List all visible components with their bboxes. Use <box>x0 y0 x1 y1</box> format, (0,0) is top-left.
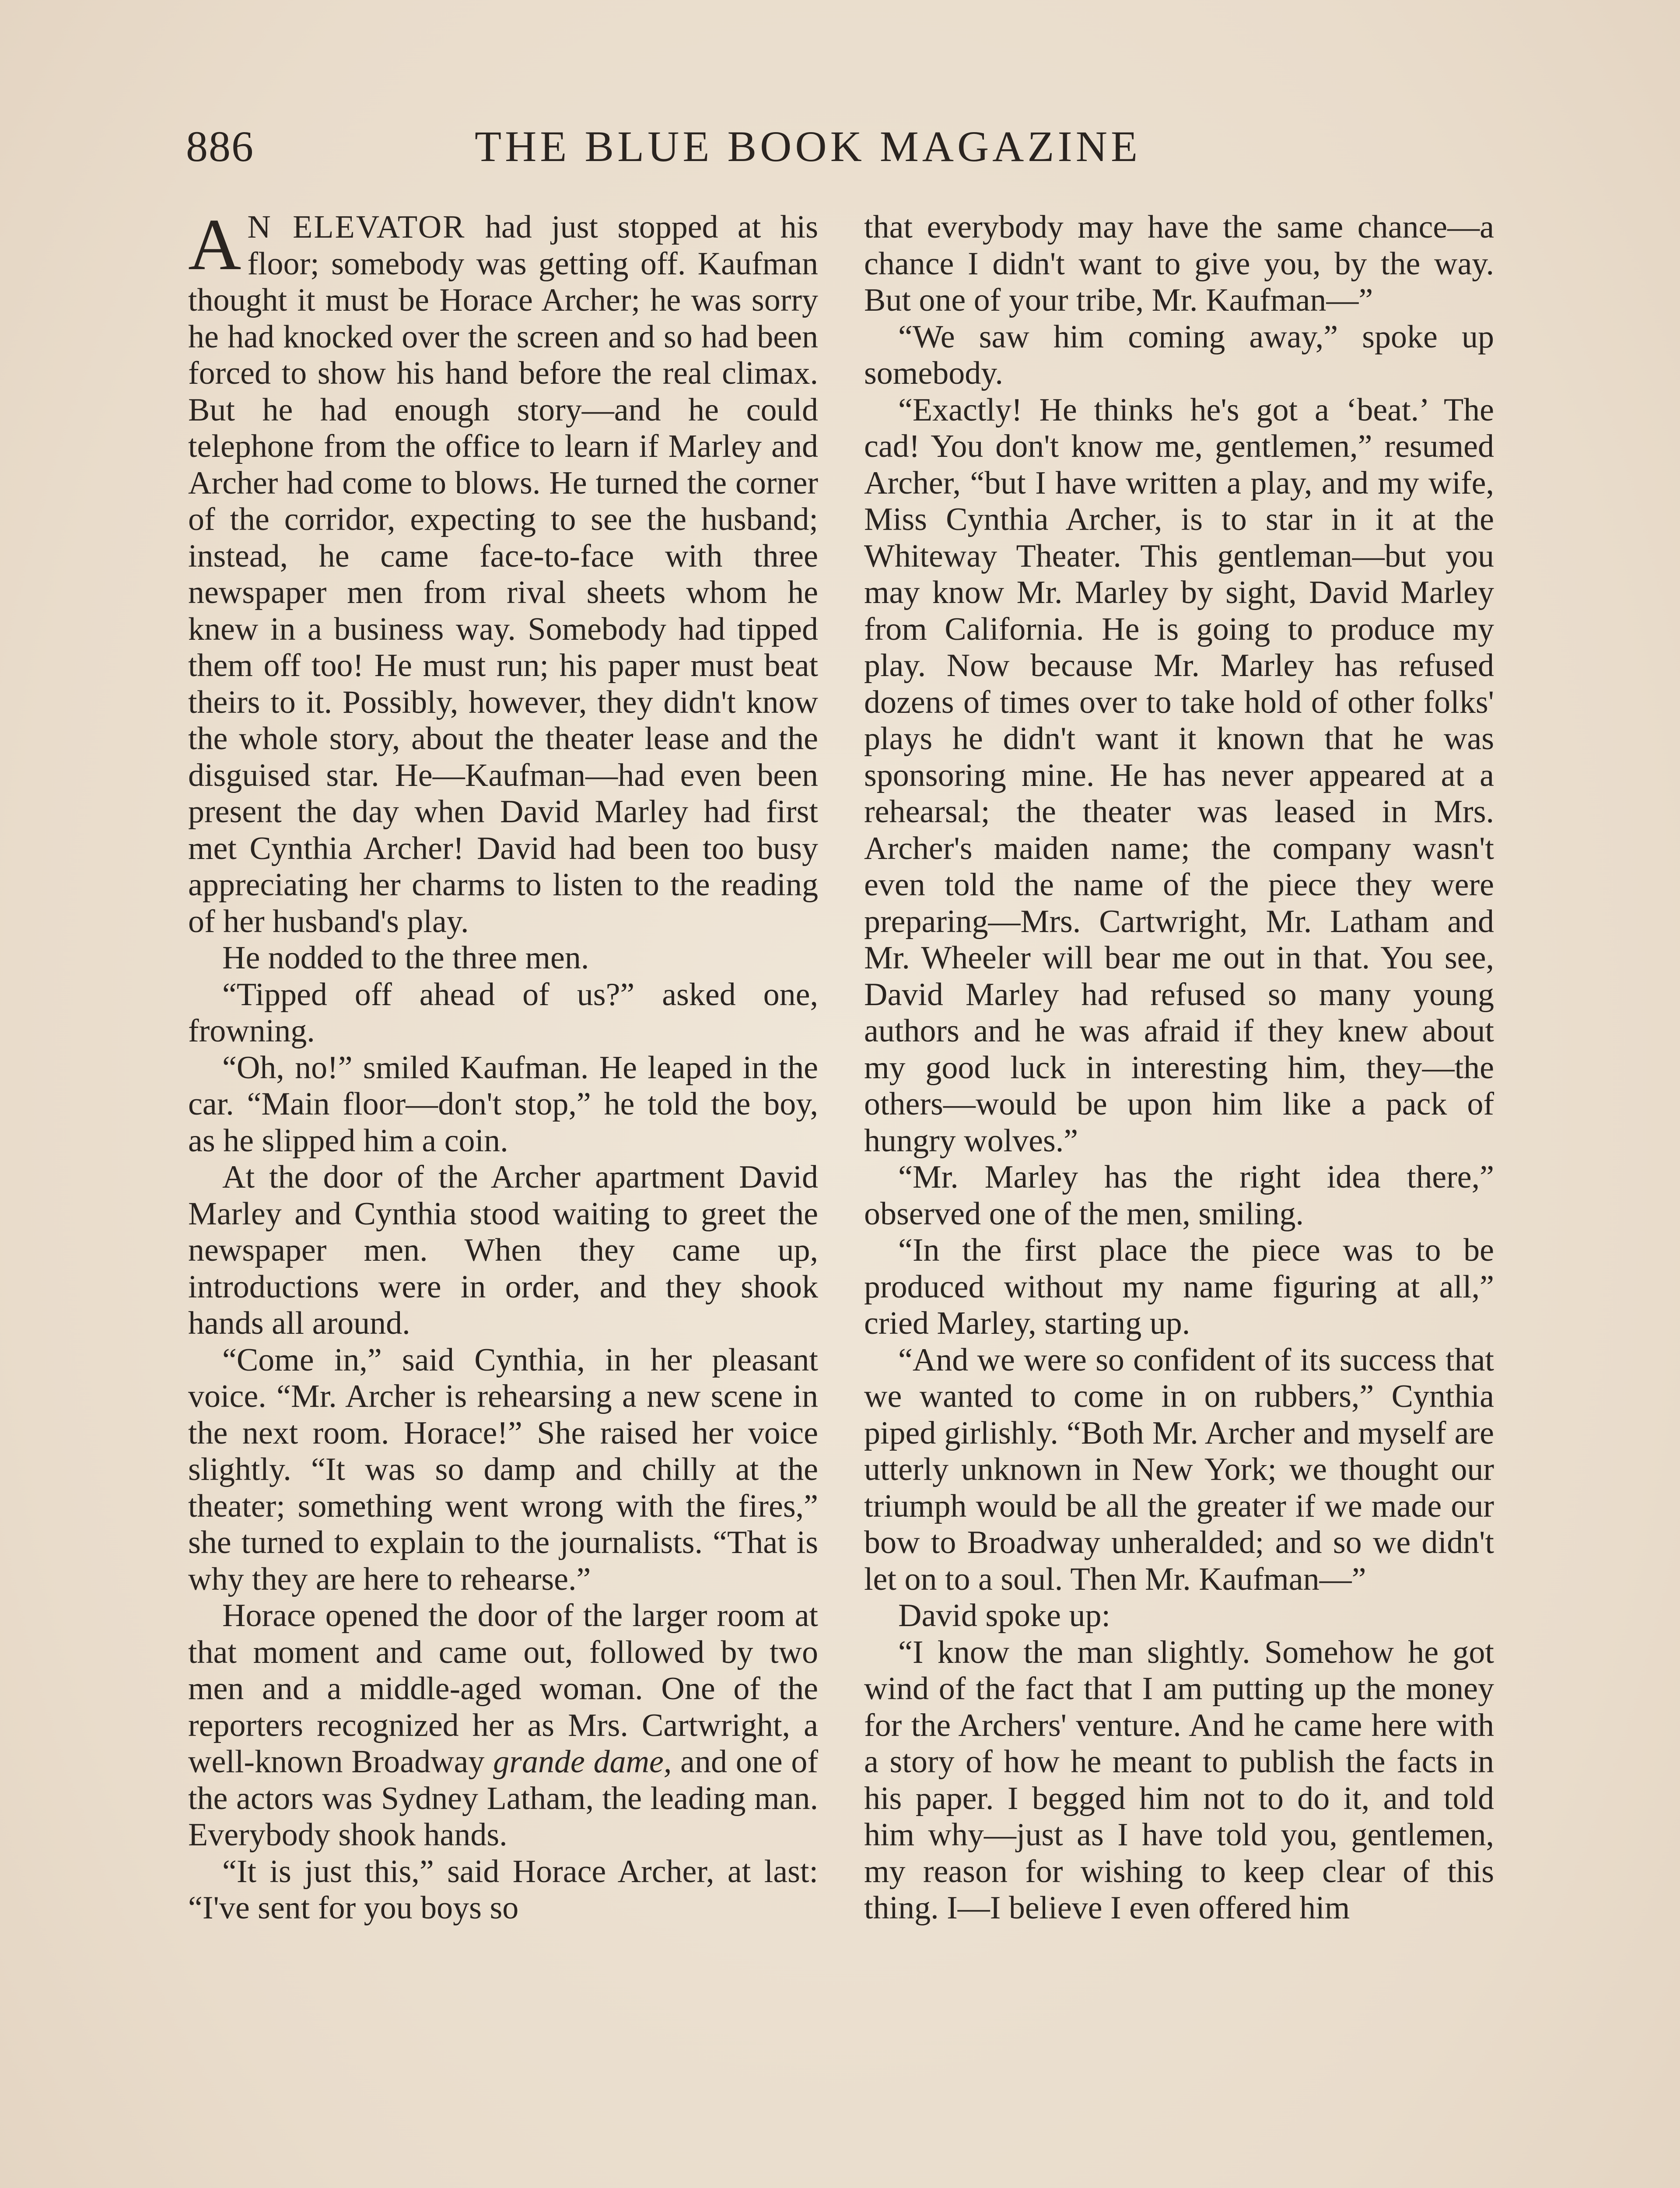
paragraph: “Tipped off ahead of us?” asked one, frowning. <box>188 976 818 1049</box>
opening-lead: N ELEVATOR <box>247 209 466 245</box>
paragraph: “Mr. Marley has the right idea there,” observed one of the men, smiling. <box>864 1159 1494 1232</box>
paragraph: “And we were so confident of its success that we wanted to come in on rubbers,” Cynthia piped girlishly. “Both Mr. Archer and myself are utterly unknown in New York; we thought our triumph would be all the greater if we made our bow to Broadway unheralded; and so we didn't let on to a soul. Then Mr. Kaufman—” <box>864 1342 1494 1597</box>
paragraph: “It is just this,” said Horace Archer, at last: “I've sent for you boys so <box>188 1853 818 1926</box>
paragraph: He nodded to the three men. <box>222 940 589 976</box>
paragraph-text: Horace opened the door of the larger room at that moment and came out, followed by two men and a middle-aged woman. One of the reporters recognized her as Mrs. Cartwright, a well-known Broadway <box>188 1598 818 1780</box>
drop-cap: A <box>188 204 242 285</box>
paragraph: “Exactly! He thinks he's got a ‘beat.’ The cad! You don't know me, gentlemen,” resumed Archer, “but I have written a play, and my wife, Miss Cynthia Archer, is to star in it at the Whiteway Theater. This gentleman—but you may know Mr. Marley by sight, David Marley from California. He is going to produce my play. Now because Mr. Marley has refused dozens of times over to take hold of other folks' plays he didn't want it known that he was sponsoring mine. He has never appeared at a rehearsal; the theater was leased in Mrs. Archer's maiden name; the company wasn't even told the name of the piece they were preparing—Mrs. Cartwright, Mr. Latham and Mr. Wheeler will bear me out in that. You see, David Marley had refused so many young authors and he was afraid if they knew about my good luck in interesting him, they—the others—would be upon him like a pack of hungry wolves.” <box>864 392 1494 1159</box>
page-header <box>186 118 1498 175</box>
page-number: 886 <box>186 122 254 171</box>
paragraph: “Oh, no!” smiled Kaufman. He leaped in the car. “Main floor—don't stop,” he told the boy, as he slipped him a coin. <box>188 1049 818 1159</box>
italic-phrase: grande dame, <box>493 1744 672 1780</box>
opening-paragraph <box>188 204 818 940</box>
paragraph: “In the first place the piece was to be produced without my name figuring at all,” cried Marley, starting up. <box>864 1232 1494 1341</box>
left-column <box>188 204 818 1927</box>
paragraph: “I know the man slightly. Somehow he got wind of the fact that I am putting up the money for the Archers' venture. And he came here with a story of how he meant to publish the facts in his paper. I begged him not to do it, and told him why—just as I have told you, gentlemen, my reason for wishing to keep clear of this thing. I—I believe I even offered him <box>864 1634 1494 1926</box>
paragraph-text: and one of the actors was Sydney Latham, the leading man. Everybody shook hands. <box>188 1744 818 1853</box>
paragraph: “Come in,” said Cynthia, in her pleasant voice. “Mr. Archer is rehearsing a new scene in the next room. Horace!” She raised her voice slightly. “It was so damp and chilly at the theater; something went wrong with the fires,” she turned to explain to the journalists. “That is why they are here to rehearse.” <box>188 1342 818 1597</box>
running-title: THE BLUE BOOK MAGAZINE <box>475 122 1141 171</box>
paragraph-text: had just stopped at his floor; somebody was getting off. Kaufman thought it must be Horace Archer; he was sorry he had knocked over the screen and so had been forced to show his hand before the real climax. But he had enough story—and he could telephone from the office to learn if Marley and Archer had come to blows. He turned the corner of the corridor, expecting to see the husband; instead, he came face-to-face with three newspaper men from rival sheets whom he knew in a business way. Somebody had tipped them off too! He must run; his paper must beat theirs to it. Possibly, however, they didn't know the whole story, about the theater lease and the disguised star. He—Kaufman—had even been present the day when David Marley had first met Cynthia Archer! David had been too busy appreciating her charms to listen to the reading of her husband's play. <box>188 209 818 940</box>
paragraph: “We saw him coming away,” spoke up somebody. <box>864 319 1494 391</box>
paragraph: David spoke up: <box>898 1598 1111 1634</box>
right-column <box>864 209 1494 1927</box>
continued-paragraph: that everybody may have the same chance—a chance I didn't want to give you, by the way. But one of your tribe, Mr. Kaufman—” <box>864 209 1494 318</box>
paragraph <box>188 1598 818 1854</box>
paragraph: At the door of the Archer apartment David Marley and Cynthia stood waiting to greet the newspaper men. When they came up, introductions were in order, and they shook hands all around. <box>188 1159 818 1341</box>
